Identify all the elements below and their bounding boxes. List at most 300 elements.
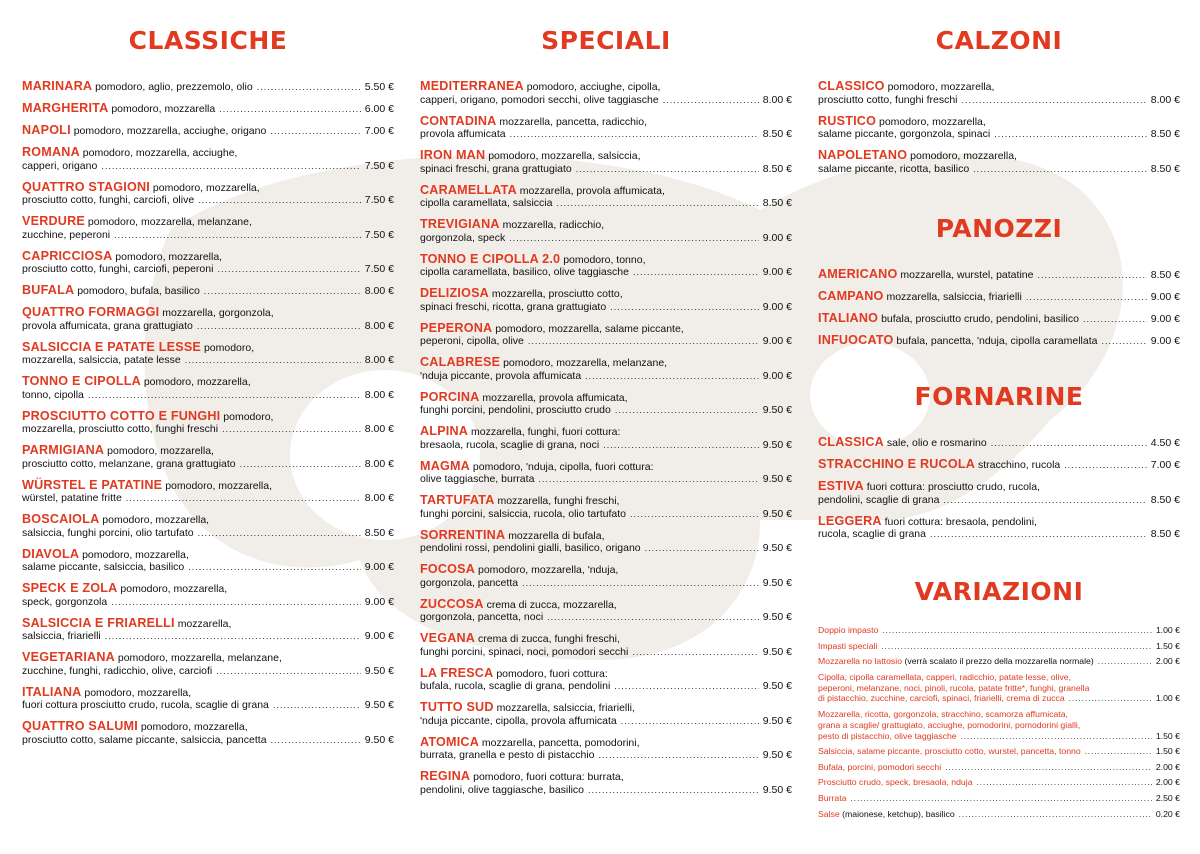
item-name: CONTADINA (420, 113, 497, 128)
item-name: CAMPANO (818, 289, 884, 303)
item-price: 9.00 € (364, 630, 394, 643)
dot-leader (216, 665, 361, 678)
item-price: 5.50 € (364, 81, 394, 93)
item-name: MARGHERITA (22, 101, 109, 115)
variation-price: 2.50 € (1155, 792, 1180, 803)
item-ingredients: mozzarella, salsiccia, friarielli, (496, 702, 635, 714)
menu-item (22, 80, 394, 102)
variation-note: (maionese, ketchup), basilico (842, 808, 955, 819)
item-name: BOSCAIOLA (22, 512, 100, 526)
item-second-line (420, 542, 792, 555)
menu-item (22, 146, 394, 181)
menu-item (22, 215, 394, 250)
variation-text: di pistacchio, zucchine, carciofi, spinaci, friarielli, crema di zucca (818, 693, 1065, 704)
variation-item (818, 777, 1180, 789)
item-price: 9.50 € (762, 473, 792, 486)
menu-item (420, 218, 792, 253)
dot-leader (217, 263, 360, 276)
item-line (818, 268, 1180, 282)
variation-name: Bufala, porcini, pomodori secchi (818, 761, 942, 772)
item-price: 8.50 € (1150, 162, 1180, 175)
variation-price: 2.00 € (1155, 761, 1180, 772)
item-price: 7.00 € (364, 125, 394, 137)
dot-leader (522, 577, 759, 590)
item-name: QUATTRO STAGIONI (22, 179, 150, 194)
item-price: 9.00 € (1150, 335, 1180, 347)
item-price: 9.00 € (364, 595, 394, 608)
dot-leader (204, 285, 361, 298)
item-ingredients: pomodoro, (203, 341, 255, 354)
menu-item (22, 410, 394, 445)
menu-item (818, 115, 1180, 150)
classiche-list (22, 80, 394, 755)
dot-leader (614, 680, 759, 693)
item-ingredients-cont: cipolla caramellata, basilico, olive taggiasche (420, 266, 629, 279)
menu-item (420, 598, 792, 633)
item-second-line (420, 508, 792, 521)
item-price: 8.50 € (1150, 493, 1180, 506)
menu-item (22, 686, 394, 721)
calzoni-title: CALZONI (935, 26, 1063, 55)
item-first-line (420, 667, 792, 681)
menu-item (420, 770, 792, 805)
item-ingredients-cont: fuori cottura prosciutto crudo, rucola, scaglie di grana (22, 699, 269, 712)
item-price: 9.50 € (762, 611, 792, 624)
item-price: 9.00 € (762, 369, 792, 382)
item-ingredients-cont: salame piccante, gorgonzola, spinaci (818, 128, 991, 141)
item-ingredients-cont: salsiccia, funghi porcini, olio tartufato (22, 526, 194, 539)
menu-item (22, 651, 394, 686)
item-ingredients-cont: spinaci freschi, ricotta, grana grattugiato (420, 300, 607, 313)
item-first-line (22, 341, 394, 355)
item-second-line (22, 492, 394, 505)
item-price: 8.50 € (364, 526, 394, 539)
dot-leader (111, 596, 361, 609)
item-name: QUATTRO SALUMI (22, 719, 138, 733)
item-price: 9.50 € (762, 438, 792, 451)
item-first-line (420, 80, 792, 94)
item-price: 7.50 € (364, 228, 394, 241)
dot-leader (219, 103, 361, 116)
item-line (22, 102, 394, 116)
dot-leader (603, 439, 759, 452)
variation-item (818, 762, 1180, 774)
item-ingredients-cont: mozzarella, prosciutto cotto, funghi freschi (22, 423, 219, 436)
item-name: ATOMICA (420, 734, 479, 749)
dot-leader (188, 561, 361, 574)
variation-line (818, 625, 1180, 637)
item-ingredients: fuori cottura: prosciutto crudo, rucola, (866, 481, 1041, 493)
fornarine-list (818, 436, 1180, 549)
dot-leader (645, 542, 759, 555)
item-name: MARINARA (22, 79, 93, 93)
item-ingredients: fuori cottura: bresaola, pendolini, (884, 515, 1037, 528)
item-second-line (420, 749, 792, 762)
item-first-line (818, 80, 1180, 94)
item-name: SPECK E ZOLA (22, 581, 118, 595)
menu-item (22, 375, 394, 410)
item-ingredients: pomodoro, fuori cottura: burrata, (473, 771, 624, 783)
variation-price: 1.50 € (1155, 640, 1180, 651)
item-ingredients: pomodoro, mozzarella, (887, 81, 995, 93)
variation-price: 1.50 € (1155, 746, 1180, 757)
dot-leader (198, 194, 361, 207)
item-first-line (420, 322, 792, 336)
item-ingredients-cont: zucchine, peperoni (22, 228, 111, 241)
item-ingredients-cont: funghi porcini, pendolini, prosciutto crudo (420, 404, 611, 417)
item-name: MAGMA (420, 458, 470, 473)
item-ingredients: pomodoro, mozzarella, salame piccante, (495, 322, 684, 335)
item-second-line (420, 577, 792, 590)
item-second-line (420, 404, 792, 417)
panozzi-title: PANOZZI (935, 214, 1063, 243)
menu-item (22, 582, 394, 617)
item-name: FOCOSA (420, 562, 476, 576)
dot-leader (185, 354, 361, 367)
menu-item (420, 356, 792, 391)
dot-leader (1098, 657, 1152, 668)
variation-text: Cipolla, cipolla caramellata, capperi, radicchio, patate lesse, olive, (818, 671, 1072, 682)
item-second-line (420, 473, 792, 486)
item-first-line (22, 479, 394, 493)
item-price: 8.00 € (364, 492, 394, 505)
variation-name: Salse (818, 808, 840, 819)
item-ingredients-cont: capperi, origano, pomodori secchi, olive taggiasche (420, 93, 659, 106)
item-second-line (420, 197, 792, 210)
item-price: 8.50 € (762, 128, 792, 141)
item-line (818, 458, 1180, 472)
item-ingredients-cont: pendolini, scaglie di grana (818, 493, 940, 506)
item-name: NAPOLI (22, 123, 71, 137)
item-ingredients-cont: salsiccia, friarielli (22, 630, 101, 643)
menu-item (420, 115, 792, 150)
item-name: TREVIGIANA (420, 217, 500, 231)
item-ingredients-cont: würstel, patatine fritte (22, 492, 122, 505)
item-second-line (22, 194, 394, 207)
item-line (818, 312, 1180, 326)
item-ingredients: pomodoro, mozzarella, (115, 250, 223, 263)
variation-text: peperoni, melanzane, noci, pinoli, rucola, patate fritte*, funghi, granella (818, 682, 1090, 693)
item-first-line (420, 425, 792, 439)
item-name: SORRENTINA (420, 527, 506, 542)
dot-leader (271, 734, 361, 747)
item-second-line (22, 699, 394, 712)
item-second-line (22, 229, 394, 242)
item-price: 9.50 € (762, 749, 792, 762)
item-ingredients-cont: rucola, scaglie di grana (818, 528, 926, 541)
item-ingredients-cont: burrata, granella e pesto di pistacchio (420, 749, 595, 762)
menu-item (22, 102, 394, 124)
item-ingredients: pomodoro, mozzarella, (84, 686, 192, 699)
item-ingredients-cont: gorgonzola, pancetta (420, 576, 519, 589)
menu-item (420, 80, 792, 115)
item-name: CALABRESE (420, 355, 501, 369)
item-first-line (420, 149, 792, 163)
item-first-line (420, 563, 792, 577)
menu-item (420, 460, 792, 495)
item-ingredients: pomodoro, mozzarella, (879, 115, 986, 128)
item-second-line (818, 528, 1180, 541)
menu-item (420, 701, 792, 736)
item-ingredients-cont: tonno, cipolla (22, 388, 84, 401)
dot-leader (197, 320, 361, 333)
item-price: 7.00 € (1150, 459, 1180, 471)
menu-item (22, 306, 394, 341)
item-ingredients: pomodoro, mozzarella, (120, 583, 228, 595)
variation-name: Salsiccia, salame piccante, prosciutto cotto, wurstel, pancetta, tonno (818, 746, 1081, 757)
item-ingredients: pomodoro, 'nduja, cipolla, fuori cottura: (472, 460, 654, 473)
item-price: 8.00 € (1150, 93, 1180, 106)
item-name: DIAVOLA (22, 546, 80, 561)
menu-item (420, 667, 792, 702)
variation-item (818, 641, 1180, 653)
item-price: 9.50 € (762, 783, 792, 796)
item-second-line (420, 370, 792, 383)
item-first-line (22, 146, 394, 160)
item-ingredients: pomodoro, fuori cottura: (496, 667, 608, 680)
item-price: 8.00 € (364, 423, 394, 436)
menu-item (22, 513, 394, 548)
dot-leader (1064, 459, 1147, 472)
item-ingredients: pomodoro, mozzarella, (102, 514, 210, 526)
item-name: BUFALA (22, 283, 75, 297)
item-first-line (818, 480, 1180, 494)
menu-item (818, 290, 1180, 312)
dot-leader (630, 508, 759, 521)
menu-item (22, 341, 394, 376)
dot-leader (509, 232, 759, 245)
menu-item (22, 548, 394, 583)
dot-leader (633, 266, 759, 279)
item-ingredients: pomodoro, mozzarella, melanzane, (503, 357, 668, 369)
item-price: 9.00 € (762, 266, 792, 279)
variation-name: Burrata (818, 792, 847, 803)
menu-item (818, 515, 1180, 550)
item-ingredients: mozzarella, (177, 617, 232, 630)
variation-line (818, 793, 1180, 805)
variation-text: grana a scaglie/ grattugiato, acciughe, pomodorini, pomodorini gialli, (818, 719, 1081, 730)
item-ingredients-cont: provola affumicata (420, 128, 506, 141)
item-name: ITALIANO (818, 311, 879, 325)
item-second-line (22, 160, 394, 173)
item-first-line (818, 149, 1180, 163)
item-ingredients: pomodoro, aglio, prezzemolo, olio (95, 81, 253, 93)
item-ingredients: mozzarella, radicchio, (502, 219, 605, 231)
dot-leader (962, 94, 1147, 107)
item-line (22, 284, 394, 298)
item-name: CLASSICA (818, 435, 884, 449)
item-price: 9.50 € (364, 699, 394, 712)
menu-item (420, 494, 792, 529)
dot-leader (1083, 313, 1147, 326)
dot-leader (114, 229, 361, 242)
item-ingredients: pomodoro, mozzarella, melanzane, (87, 216, 252, 228)
item-price: 9.50 € (762, 404, 792, 417)
item-name: TUTTO SUD (420, 700, 494, 714)
menu-item (22, 720, 394, 755)
item-ingredients: pomodoro, mozzarella, melanzane, (117, 652, 282, 664)
item-first-line (420, 287, 792, 301)
item-second-line (22, 354, 394, 367)
dot-leader (538, 473, 758, 486)
item-second-line (420, 163, 792, 176)
item-second-line (420, 301, 792, 314)
item-ingredients: pomodoro, mozzarella, acciughe, (82, 147, 238, 159)
item-second-line (22, 630, 394, 643)
item-name: VEGANA (420, 631, 476, 645)
item-second-line (420, 439, 792, 452)
item-ingredients: pomodoro, mozzarella, salsiccia, (488, 150, 641, 162)
item-price: 8.50 € (762, 197, 792, 210)
item-second-line (22, 389, 394, 402)
dot-leader (1085, 747, 1152, 758)
item-ingredients-cont: pendolini rossi, pendolini gialli, basilico, origano (420, 542, 641, 555)
item-first-line (22, 306, 394, 320)
dot-leader (1037, 269, 1146, 282)
item-first-line (22, 215, 394, 229)
item-first-line (22, 181, 394, 195)
variation-price: 1.50 € (1155, 730, 1180, 741)
item-ingredients: pomodoro, mozzarella (111, 103, 216, 115)
item-ingredients-cont: bresaola, rucola, scaglie di grana, noci (420, 438, 600, 451)
item-ingredients: stracchino, rucola (977, 459, 1061, 471)
variation-item (818, 793, 1180, 805)
item-line (22, 124, 394, 138)
menu-item (420, 391, 792, 426)
menu-item (420, 253, 792, 288)
dot-leader (240, 458, 361, 471)
dot-leader (510, 128, 759, 141)
item-second-line (420, 646, 792, 659)
item-ingredients: mozzarella, pancetta, radicchio, (499, 115, 647, 128)
dot-leader (1069, 694, 1152, 705)
menu-item (420, 632, 792, 667)
item-ingredients: pomodoro, mozzarella, (910, 150, 1017, 162)
item-line (818, 290, 1180, 304)
item-price: 9.00 € (364, 561, 394, 574)
dot-leader (257, 81, 361, 94)
item-ingredients: pomodoro, mozzarella, (152, 181, 260, 194)
item-price: 8.00 € (364, 354, 394, 367)
variation-line (818, 641, 1180, 653)
item-name: QUATTRO FORMAGGI (22, 305, 160, 319)
dot-leader (270, 125, 360, 138)
item-ingredients-cont: funghi porcini, salsiccia, rucola, olio tartufato (420, 507, 627, 520)
item-ingredients-cont: funghi porcini, spinaci, noci, pomodori secchi (420, 645, 629, 658)
menu-item (818, 312, 1180, 334)
variation-item (818, 672, 1180, 705)
variation-item (818, 746, 1180, 758)
variation-item (818, 809, 1180, 821)
item-first-line (420, 218, 792, 232)
panozzi-list (818, 268, 1180, 356)
variation-note: (verrà scalato il prezzo della mozzarella normale) (904, 656, 1094, 667)
item-first-line (22, 582, 394, 596)
item-ingredients-cont: prosciutto cotto, salame piccante, salsiccia, pancetta (22, 733, 267, 746)
item-ingredients: crema di zucca, mozzarella, (486, 598, 617, 611)
item-ingredients: mozzarella, provola affumicata, (519, 184, 665, 197)
item-second-line (22, 263, 394, 276)
item-price: 9.50 € (762, 542, 792, 555)
dot-leader (943, 494, 1146, 507)
dot-leader (632, 646, 758, 659)
item-ingredients-cont: gorgonzola, pancetta, noci (420, 611, 544, 624)
dot-leader (222, 423, 361, 436)
item-ingredients: pomodoro, mozzarella, acciughe, origano (73, 125, 267, 137)
item-name: ITALIANA (22, 684, 82, 699)
variation-price: 1.00 € (1155, 693, 1180, 704)
item-second-line (818, 94, 1180, 107)
item-price: 4.50 € (1150, 437, 1180, 449)
dot-leader (1026, 291, 1147, 304)
menu-item (420, 529, 792, 564)
dot-leader (851, 794, 1152, 805)
speciali-list (420, 80, 792, 805)
item-name: TONNO E CIPOLLA 2.0 (420, 251, 561, 266)
item-second-line (22, 458, 394, 471)
item-price: 9.50 € (762, 645, 792, 658)
item-line (818, 334, 1180, 348)
item-first-line (420, 391, 792, 405)
dot-leader (556, 197, 758, 210)
menu-item (22, 444, 394, 479)
item-ingredients-cont: prosciutto cotto, funghi, carciofi, olive (22, 194, 195, 207)
item-name: VEGETARIANA (22, 650, 115, 664)
item-first-line (420, 770, 792, 784)
item-first-line (420, 736, 792, 750)
item-name: TARTUFATA (420, 493, 495, 507)
item-ingredients: mozzarella, funghi, fuori cottura: (471, 426, 621, 438)
dot-leader (101, 160, 360, 173)
item-price: 9.00 € (762, 231, 792, 244)
item-ingredients-cont: bufala, rucola, scaglie di grana, pendolini (420, 680, 611, 693)
dot-leader (991, 437, 1147, 450)
item-first-line (22, 720, 394, 734)
dot-leader (977, 778, 1152, 789)
variation-line (818, 672, 1180, 683)
item-ingredients-cont: 'nduja piccante, provola affumicata (420, 369, 582, 382)
item-ingredients-cont: prosciutto cotto, funghi freschi (818, 93, 958, 106)
item-ingredients: mozzarella, provola affumicata, (482, 391, 628, 404)
menu-item (420, 736, 792, 771)
item-second-line (22, 320, 394, 333)
item-price: 9.50 € (762, 714, 792, 727)
variation-line (818, 777, 1180, 789)
item-name: ESTIVA (818, 479, 864, 493)
item-second-line (420, 128, 792, 141)
item-price: 8.50 € (1150, 269, 1180, 281)
item-name: PEPERONA (420, 320, 493, 335)
item-ingredients: mozzarella, salsiccia, friarielli (886, 291, 1022, 303)
item-ingredients-cont: provola affumicata, grana grattugiato (22, 319, 193, 332)
item-name: ALPINA (420, 424, 469, 438)
dot-leader (994, 128, 1147, 141)
item-name: PARMIGIANA (22, 443, 105, 457)
calzoni-list (818, 80, 1180, 184)
variation-price: 2.00 € (1155, 656, 1180, 667)
item-price: 8.00 € (364, 388, 394, 401)
item-second-line (22, 527, 394, 540)
item-ingredients: sale, olio e rosmarino (886, 437, 987, 449)
item-ingredients-cont: salame piccante, salsiccia, basilico (22, 561, 185, 574)
item-first-line (818, 515, 1180, 529)
item-price: 8.50 € (1150, 128, 1180, 141)
variation-line (818, 746, 1180, 758)
dot-leader (973, 163, 1147, 176)
variazioni-list (818, 625, 1180, 824)
item-name: ZUCCOSA (420, 596, 484, 611)
item-ingredients: pomodoro, mozzarella, (165, 479, 272, 492)
